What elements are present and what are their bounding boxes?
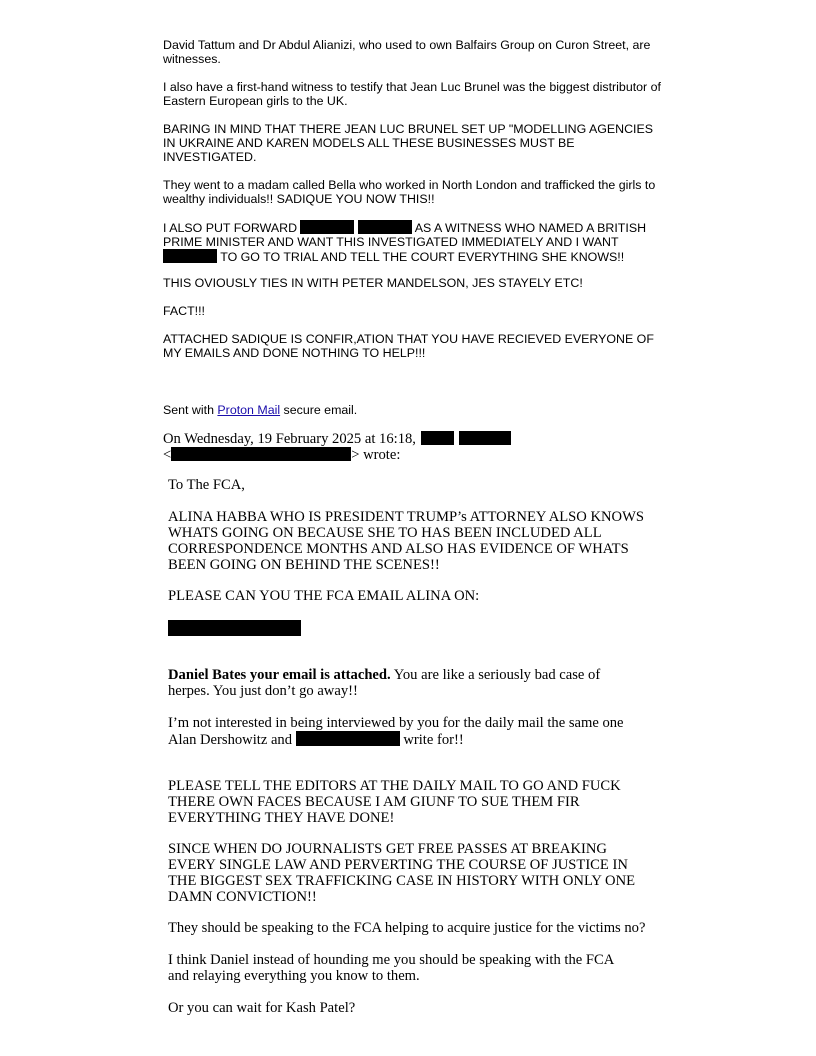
quoted-journalists: SINCE WHEN DO JOURNALISTS GET FREE PASSES AT BREAKING EVERY SINGLE LAW AND PERVERTING THE COURSE OF JUSTICE IN THE BIGGEST SEX TRAFFICKING CASE IN HISTORY WITH ONLY ONE DAMN CONVICTION!! [168,841,636,905]
paragraph-witnesses: David Tattum and Dr Abdul Alianizi, who used to own Balfairs Group on Curon Street, are witnesses. [163,38,651,66]
quoted-daniel-instead: I think Daniel instead of hounding me you should be speaking with the FCA and relaying everything you know to them. [168,952,614,984]
redaction-block [358,220,412,234]
quoted-daniel-bates [168,667,640,699]
redaction-block [421,431,454,445]
paragraph-mandelson: THIS OVIOUSLY TIES IN WITH PETER MANDELSON, JES STAYELY ETC! [163,276,583,290]
quoted-fca-helping: They should be speaking to the FCA helping to acquire justice for the victims no? [168,920,646,936]
redaction-block [163,249,217,263]
quote-header-date: On Wednesday, 19 February 2025 at 16:18, [163,431,416,447]
quoted-greeting: To The FCA, [168,477,245,493]
quote-header-sender-line [163,447,683,463]
signature-prefix: Sent with [163,403,214,417]
quote-header [163,431,683,463]
redaction-block [171,447,351,461]
quoted-not-interested-part1: I’m not interested in being interviewed by you for the daily mail the same one Alan Dershowitz and [168,715,624,748]
paragraph-witness-forward-part1: I ALSO PUT FORWARD [163,221,298,235]
redaction-block [300,220,354,234]
paragraph-first-hand-witness: I also have a first-hand witness to testify that Jean Luc Brunel was the biggest distributor of Eastern European girls to the UK. [163,80,661,108]
redaction-block [296,731,400,746]
paragraph-madam-bella: They went to a madam called Bella who worked in North London and trafficked the girls to wealthy individuals!! SADIQUE YOU NOW THIS!! [163,178,656,206]
proton-mail-link[interactable]: Proton Mail [217,403,281,417]
quote-header-open-bracket: < [163,447,172,463]
paragraph-attached-confirmation: ATTACHED SADIQUE IS CONFIR,ATION THAT YOU HAVE RECIEVED EVERYONE OF MY EMAILS AND DONE NOTHING TO HELP!!! [163,332,654,360]
quoted-email-request: PLEASE CAN YOU THE FCA EMAIL ALINA ON: [168,588,480,604]
redaction-block [168,620,301,636]
quoted-not-interested-part2: write for!! [399,732,464,748]
paragraph-witness-forward-part2: AS A WITNESS WHO NAMED A BRITISH PRIME MINISTER AND WANT THIS INVESTIGATED IMMEDIATELY AND I WANT [163,221,647,249]
quoted-alina-habba: ALINA HABBA WHO IS PRESIDENT TRUMP’s ATTORNEY ALSO KNOWS WHATS GOING ON BECAUSE SHE TO HAS BEEN INCLUDED ALL CORRESPONDENCE MONTHS AND ALSO HAS EVIDENCE OF WHATS BEEN GOING ON BEHIND THE SCENES!! [168,509,644,573]
quote-header-wrote: > wrote: [351,447,401,463]
quote-header-date-line [163,431,683,447]
quoted-daily-mail-editors: PLEASE TELL THE EDITORS AT THE DAILY MAIL TO GO AND FUCK THERE OWN FACES BECAUSE I AM GIUNF TO SUE THEM FIR EVERYTHING THEY HAVE DONE! [168,778,621,826]
paragraph-witness-forward [163,220,663,264]
redaction-block [459,431,511,445]
paragraph-fact: FACT!!! [163,304,205,318]
paragraph-witness-forward-part3: TO GO TO TRIAL AND TELL THE COURT EVERYTHING SHE KNOWS!! [220,250,625,264]
paragraph-modelling-agencies: BARING IN MIND THAT THERE JEAN LUC BRUNEL SET UP "MODELLING AGENCIES IN UKRAINE AND KAREN MODELS ALL THESE BUSINESSES MUST BE INVESTIGATED. [163,122,654,164]
quoted-daniel-bates-rest: You are like a seriously bad case of herpes. You just don’t go away!! [168,667,601,699]
quoted-kash-patel: Or you can wait for Kash Patel? [168,1000,356,1016]
quoted-daniel-bates-bold: Daniel Bates your email is attached. [168,667,391,683]
quoted-not-interested [168,715,648,748]
signature-line [163,403,663,417]
signature-suffix: secure email. [283,403,358,417]
